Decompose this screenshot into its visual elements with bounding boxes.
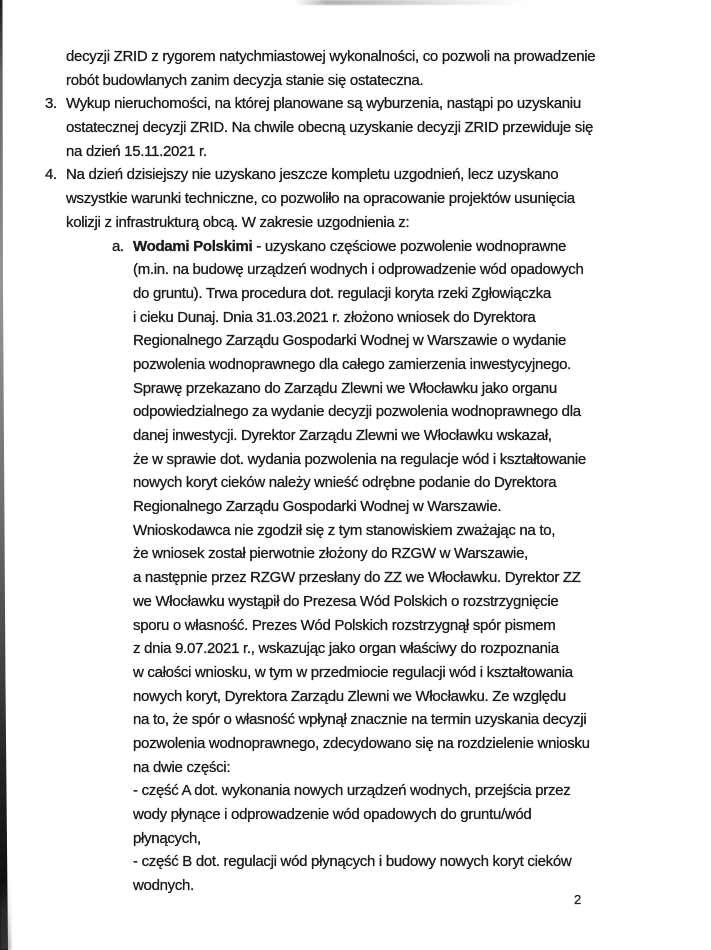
text-line: Regionalnego Zarządu Gospodarki Wodnej w Warszawie o wydanie	[133, 332, 567, 350]
text-line: ostatecznej decyzji ZRID. Na chwile obecną uzyskanie decyzji ZRID przewiduje się	[66, 119, 594, 137]
list-item-a-first-line	[45, 235, 675, 259]
text-line: płynących,	[133, 829, 201, 847]
lead-rest-text: - uzyskano częściowe pozwolenie wodnoprawne	[252, 237, 567, 255]
list-item-3-first-line	[45, 92, 675, 116]
text-line: w całości wniosku, w tym w przedmiocie regulacji wód i kształtowania	[133, 663, 573, 681]
list-marker-3: 3.	[45, 95, 57, 113]
text-line: do gruntu). Trwa procedura dot. regulacji koryta rzeki Zgłowiączka	[133, 284, 551, 302]
text-line: że w sprawie dot. wydania pozwolenia na regulacje wód i kształtowanie	[133, 450, 586, 468]
text-line: - część B dot. regulacji wód płynących i budowy nowych koryt cieków	[133, 853, 572, 871]
scan-streak-artifact	[295, 0, 527, 5]
text-line: i cieku Dunaj. Dnia 31.03.2021 r. złożono wniosek do Dyrektora	[133, 308, 536, 326]
text-line: Na dzień dzisiejszy nie uzyskano jeszcze kompletu uzgodnień, lecz uzyskano	[66, 166, 559, 184]
text-line: odpowiedzialnego za wydanie decyzji pozwolenia wodnoprawnego dla	[133, 403, 581, 421]
text-line: nowych koryt cieków należy wnieść odrębne podanie do Dyrektora	[133, 474, 557, 492]
text-line: wszystkie warunki techniczne, co pozwoliło na opracowanie projektów usunięcia	[66, 190, 575, 208]
text-line: robót budowlanych zanim decyzja stanie się ostateczna.	[66, 71, 424, 89]
text-line: Sprawę przekazano do Zarządu Zlewni we Włocławku jako organu	[133, 379, 557, 397]
text-line: - część A dot. wykonania nowych urządzeń wodnych, przejścia przez	[133, 782, 571, 800]
text-line: pozwolenia wodnoprawnego dla całego zamierzenia inwestycyjnego.	[133, 355, 572, 373]
list-item-4-first-line	[45, 163, 675, 187]
list-marker-a: a.	[112, 237, 124, 255]
text-line: Wykup nieruchomości, na której planowane są wyburzenia, nastąpi po uzyskaniu	[66, 95, 581, 113]
page-number: 2	[574, 892, 582, 907]
text-line: kolizji z infrastrukturą obcą. W zakresie uzgodnienia z:	[66, 213, 410, 231]
text-line: na dwie części:	[133, 758, 231, 776]
scan-edge-artifact	[0, 0, 8, 950]
text-line: sporu o własność. Prezes Wód Polskich rozstrzygnął spór pismem	[133, 616, 556, 634]
text-line: (m.in. na budowę urządzeń wodnych i odprowadzenie wód opadowych	[133, 261, 584, 279]
text-line: we Włocławku wystąpił do Prezesa Wód Polskich o rozstrzygnięcie	[133, 592, 559, 610]
text-line: danej inwestycji. Dyrektor Zarządu Zlewni we Włocławku wskazał,	[133, 427, 552, 444]
text-line: z dnia 9.07.2021 r., wskazując jako organ właściwy do rozpoznania	[133, 640, 559, 658]
text-line: pozwolenia wodnoprawnego, zdecydowano się na rozdzielenie wniosku	[133, 734, 590, 752]
list-marker-4: 4.	[45, 166, 57, 184]
bold-lead-text: Wodami Polskimi	[133, 237, 253, 255]
text-line: na dzień 15.11.2021 r.	[66, 142, 207, 160]
text-line: Regionalnego Zarządu Gospodarki Wodnej w Warszawie.	[133, 498, 502, 516]
text-line: że wniosek został pierwotnie złożony do RZGW w Warszawie,	[133, 545, 528, 563]
text-line: decyzji ZRID z rygorem natychmiastowej wykonalności, co pozwoli na prowadzenie	[66, 48, 596, 65]
text-line: Wnioskodawca nie zgodził się z tym stanowiskiem zważając na to,	[133, 521, 556, 539]
document-body	[45, 45, 675, 898]
text-line: a następnie przez RZGW przesłany do ZZ we Włocławku. Dyrektor ZZ	[133, 569, 581, 587]
text-line: wody płynące i odprowadzenie wód opadowych do gruntu/wód	[133, 806, 532, 823]
text-line: na to, że spór o własność wpłynął znacznie na termin uzyskania decyzji	[133, 711, 587, 729]
text-line: wodnych.	[133, 877, 194, 895]
scan-smudge-artifact	[0, 880, 11, 950]
text-line: nowych koryt, Dyrektora Zarządu Zlewni we Włocławku. Ze względu	[133, 687, 566, 705]
